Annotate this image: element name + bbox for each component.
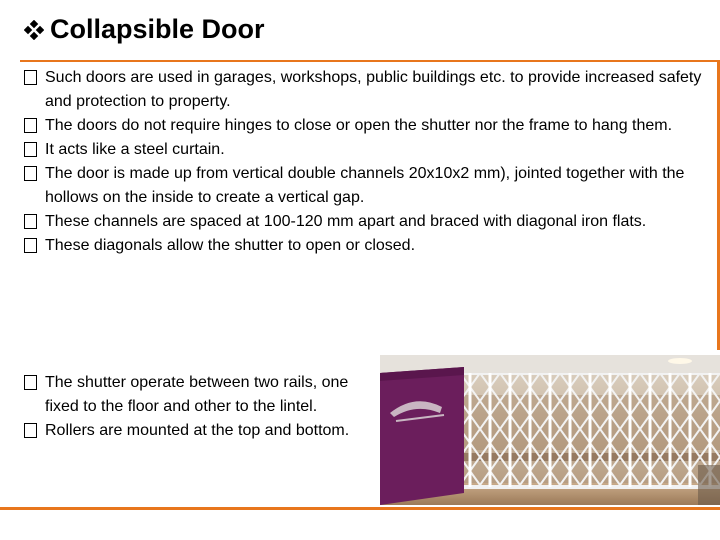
slide-title — [24, 14, 265, 45]
square-bullet-icon — [24, 375, 37, 390]
bullet-text: The door is made up from vertical double channels 20x10x2 mm), jointed together with the hollows on the inside to create a vertical gap. — [45, 165, 685, 206]
bullet-item — [24, 66, 714, 114]
bullet-item — [24, 114, 714, 138]
square-bullet-icon — [24, 238, 37, 253]
bullet-item — [24, 234, 714, 258]
bullet-item — [24, 210, 714, 234]
square-bullet-icon — [24, 142, 37, 157]
square-bullet-icon — [24, 70, 37, 85]
square-bullet-icon — [24, 214, 37, 229]
bullet-text: The doors do not require hinges to close or open the shutter nor the frame to hang them. — [45, 117, 673, 134]
bullet-item — [24, 138, 714, 162]
square-bullet-icon — [24, 423, 37, 438]
square-bullet-icon — [24, 166, 37, 181]
bullet-item — [24, 371, 369, 419]
bullet-text: Rollers are mounted at the top and bottom. — [45, 422, 350, 439]
bullet-text: It acts like a steel curtain. — [45, 141, 225, 158]
square-bullet-icon — [24, 118, 37, 133]
collapsible-door-photo — [380, 355, 720, 505]
accent-rule-bottom — [0, 507, 720, 510]
bullet-item — [24, 162, 714, 210]
door-photo-graphic — [380, 355, 720, 505]
slide-title-text: Collapsible Door — [50, 14, 265, 44]
bullet-text: The shutter operate between two rails, one fixed to the floor and other to the lintel. — [45, 374, 349, 415]
ceiling-light — [668, 358, 692, 364]
accent-rule-top — [20, 60, 720, 62]
bullet-text: Such doors are used in garages, workshops, public buildings etc. to provide increased safety and protection to property. — [45, 69, 702, 110]
bullet-item — [24, 419, 369, 443]
purple-wall — [380, 367, 464, 505]
diamond-bullet-icon — [24, 20, 44, 40]
bullet-list-lower — [24, 371, 369, 443]
bullet-list-main — [24, 66, 714, 258]
bullet-text: These channels are spaced at 100-120 mm apart and braced with diagonal iron flats. — [45, 213, 647, 230]
bullet-text: These diagonals allow the shutter to open or closed. — [45, 237, 416, 254]
